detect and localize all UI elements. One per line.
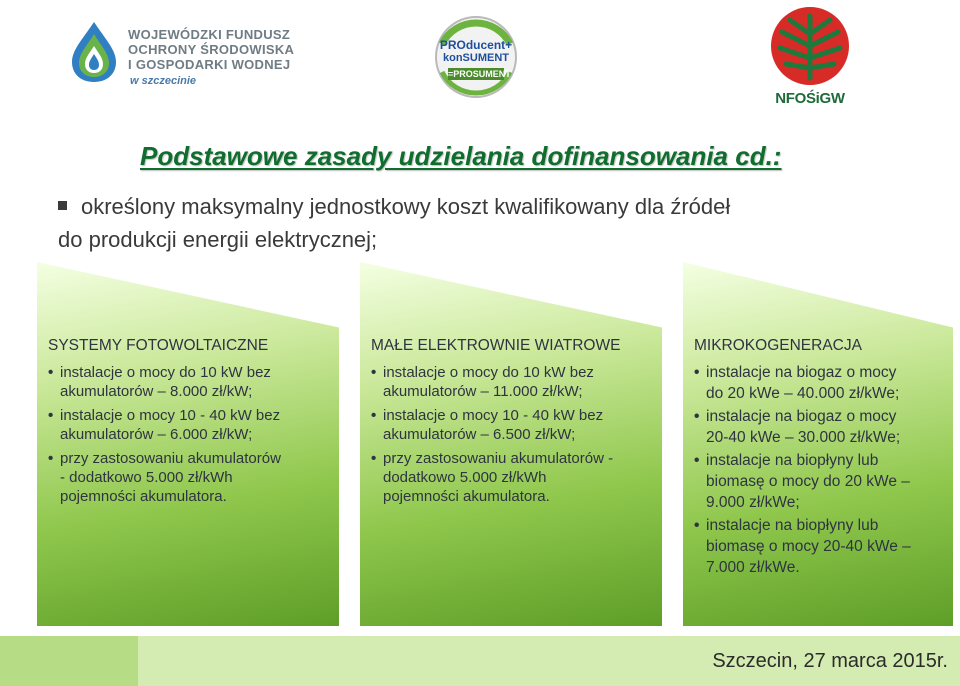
footer-bar	[0, 636, 960, 686]
slide-title: Podstawowe zasady udzielania dofinansowania cd.:	[140, 141, 782, 171]
footer-date: Szczecin, 27 marca 2015r.	[712, 650, 948, 672]
panel-list	[371, 363, 656, 507]
prosument-logo	[432, 14, 520, 100]
list-item: • przy zastosowaniu akumulatorów - dodatkowo 5.000 zł/kWh pojemności akumulatora.	[371, 449, 656, 507]
list-item: • instalacje o mocy 10 - 40 kW bez akumulatorów – 6.000 zł/kW;	[48, 406, 338, 445]
prosument-line-2: konSUMENT	[443, 52, 509, 64]
prosument-line-1: PROducent+	[439, 38, 513, 52]
intro-line-2: do produkcji energii elektrycznej;	[58, 227, 378, 252]
panel-title: MIKROKOGENERACJA	[694, 337, 862, 354]
panel-photovoltaic	[48, 336, 338, 511]
panel-list	[48, 363, 338, 507]
list-item: • przy zastosowaniu akumulatorów - dodatkowo 5.000 zł/kWh pojemności akumulatora.	[48, 449, 338, 507]
panel-title: SYSTEMY FOTOWOLTAICZNE	[48, 337, 269, 354]
square-bullet-icon	[58, 201, 67, 210]
intro-paragraph	[58, 190, 918, 256]
panel-title: MAŁE ELEKTROWNIE WIATROWE	[371, 337, 621, 354]
list-item: • instalacje o mocy do 10 kW bez akumulatorów – 11.000 zł/kW;	[371, 363, 656, 402]
nfosigw-tree-logo-icon	[768, 4, 852, 88]
list-item: • instalacje o mocy do 10 kW bez akumulatorów – 8.000 zł/kW;	[48, 363, 338, 402]
panel-wind	[371, 336, 656, 511]
footer-accent-block	[0, 636, 138, 686]
nfosigw-label: NFOŚiGW	[775, 90, 845, 107]
wfos-name: WOJEWÓDZKI FUNDUSZ OCHRONY ŚRODOWISKA I GOSPODARKI WODNEJ	[128, 27, 295, 72]
prosument-line-3: =PROSUMENT	[448, 69, 511, 79]
panel-cogeneration	[694, 336, 949, 580]
intro-line-1: określony maksymalny jednostkowy koszt kwalifikowany dla źródeł	[81, 194, 731, 219]
wfosigw-logo	[68, 18, 295, 88]
panel-list	[694, 362, 949, 578]
list-item: • instalacje na biopłyny lub biomasę o mocy 20-40 kWe – 7.000 zł/kWe.	[694, 515, 949, 578]
list-item: • instalacje na biogaz o mocy 20-40 kWe – 30.000 zł/kWe;	[694, 406, 949, 448]
water-drop-logo-icon	[68, 20, 120, 84]
nfosigw-logo	[768, 4, 852, 110]
list-item: • instalacje na biogaz o mocy do 20 kWe – 40.000 zł/kWe;	[694, 362, 949, 404]
list-item: • instalacje o mocy 10 - 40 kW bez akumulatorów – 6.500 zł/kW;	[371, 406, 656, 445]
wfos-city: w szczecinie	[130, 75, 197, 87]
list-item: • instalacje na biopłyny lub biomasę o mocy do 20 kWe – 9.000 zł/kWe;	[694, 450, 949, 513]
